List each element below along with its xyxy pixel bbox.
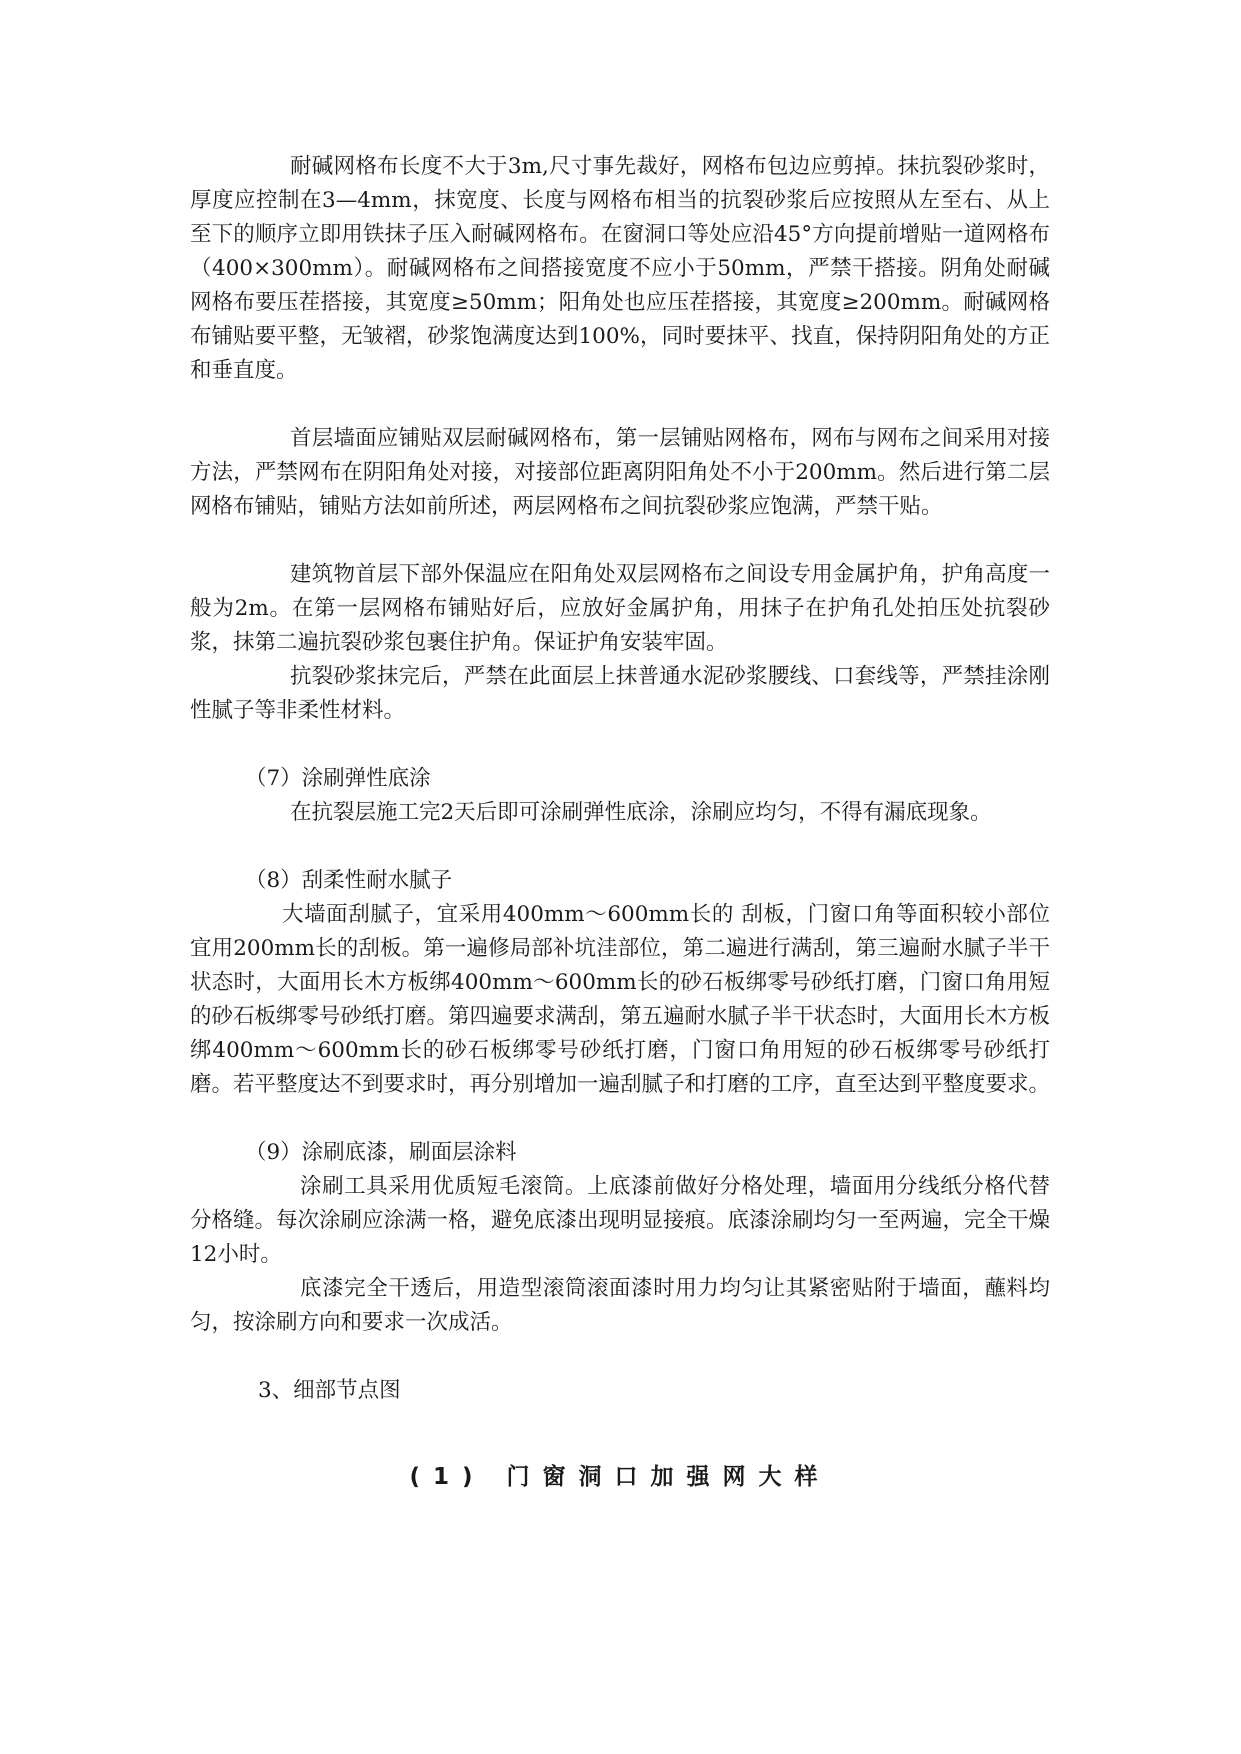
document-body bbox=[190, 150, 1050, 1494]
step9-body-2: 底漆完全干透后，用造型滚筒滚面漆时用力均匀让其紧密贴附于墙面，蘸料均匀，按涂刷方向和要求一次成活。 bbox=[190, 1276, 1050, 1335]
paragraph-metal-corner-guard: 建筑物首层下部外保温应在阳角处双层网格布之间设专用金属护角，护角高度一般为2m。在第一层网格布铺贴好后，应放好金属护角，用抹子在护角孔处拍压处抗裂砂浆，抹第二遍抗裂砂浆包裹住护角。保证护角安装牢固。 bbox=[190, 562, 1050, 655]
step9-heading: （9）涂刷底漆，刷面层涂料 bbox=[245, 1140, 517, 1165]
step7-body: 在抗裂层施工完2天后即可涂刷弹性底涂，涂刷应均匀，不得有漏底现象。 bbox=[290, 800, 992, 825]
paragraph-mortar-restriction: 抗裂砂浆抹完后，严禁在此面层上抹普通水泥砂浆腰线、口套线等，严禁挂涂刚性腻子等非柔性材料。 bbox=[190, 664, 1050, 723]
section-3-heading: 3、细部节点图 bbox=[258, 1378, 401, 1403]
step7-heading: （7）涂刷弹性底涂 bbox=[245, 766, 431, 791]
step8-heading: （8）刮柔性耐水腻子 bbox=[245, 868, 453, 893]
paragraph-mesh-cloth: 耐碱网格布长度不大于3m,尺寸事先裁好，网格布包边应剪掉。抹抗裂砂浆时，厚度应控制在3—4mm，抹宽度、长度与网格布相当的抗裂砂浆后应按照从左至右、从上至下的顺序立即用铁抹子压入耐碱网格布。在窗洞口等处应沿45°方向提前增贴一道网格布（400×300mm）。耐碱网格布之间搭接宽度不应小于50mm，严禁干搭接。阴角处耐碱网格布要压茬搭接，其宽度≥50mm；阳角处也应压茬搭接，其宽度≥200mm。耐碱网格布铺贴要平整，无皱褶，砂浆饱满度达到100%，同时要抹平、找直，保持阴阳角处的方正和垂直度。 bbox=[190, 154, 1050, 383]
figure-title: (1) 门窗洞口加强网大样 bbox=[409, 1464, 831, 1490]
step9-body-1: 涂刷工具采用优质短毛滚筒。上底漆前做好分格处理，墙面用分线纸分格代替分格缝。每次涂刷应涂满一格，避免底漆出现明显接痕。底漆涂刷均匀一至两遍，完全干燥12小时。 bbox=[190, 1174, 1051, 1267]
paragraph-first-floor-mesh: 首层墙面应铺贴双层耐碱网格布，第一层铺贴网格布，网布与网布之间采用对接方法，严禁网布在阴阳角处对接，对接部位距离阴阳角处不小于200mm。然后进行第二层网格布铺贴，铺贴方法如前所述，两层网格布之间抗裂砂浆应饱满，严禁干贴。 bbox=[190, 426, 1050, 519]
step8-body: 大墙面刮腻子，宜采用400mm～600mm长的 刮板，门窗口角等面积较小部位宜用200mm长的刮板。第一遍修局部补坑洼部位，第二遍进行满刮，第三遍耐水腻子半干状态时，大面用长木方板绑400mm～600mm长的砂石板绑零号砂纸打磨，门窗口角用短的砂石板绑零号砂纸打磨。第四遍要求满刮，第五遍耐水腻子半干状态时，大面用长木方板绑400mm～600mm长的砂石板绑零号砂纸打磨，门窗口角用短的砂石板绑零号砂纸打磨。若平整度达不到要求时，再分别增加一遍刮腻子和打磨的工序，直至达到平整度要求。 bbox=[190, 902, 1051, 1097]
